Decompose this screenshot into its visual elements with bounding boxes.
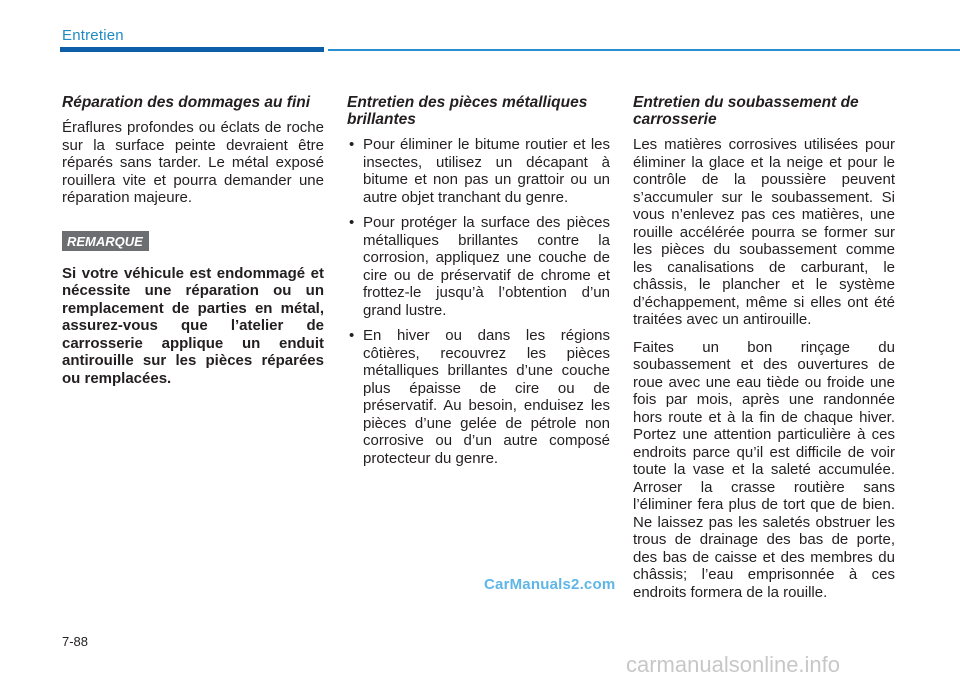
left-column [62, 94, 324, 387]
right-heading: Entretien du soubassement de carrosserie [633, 94, 859, 128]
watermark-bottom: carmanualsonline.info [626, 652, 841, 677]
section-title: Entretien [62, 27, 124, 44]
left-heading: Réparation des dommages au fini [62, 94, 311, 111]
right-paragraph-1: Les matières corrosives utilisées pour éliminer la glace et la neige et pour le contrôle de la poussière peuvent s’accumuler sur le soubassement. Si vous n’enlevez pas ces matières, une rouille accélérée pourra se former sur les pièces du soubassement comme les canalisations de carburant, le châssis, le plancher et le système d’échappement, même si elles ont été traitées avec un antirouille. [633, 136, 895, 328]
bullet-text: Pour protéger la surface des pièces métalliques brillantes contre la corrosion, appliquez une couche de cire ou de préservatif de chrome et frottez-le jusqu’à l’obtention d’un grand lustre. [363, 214, 610, 319]
header-rule-dark [60, 47, 324, 52]
bullet-text: En hiver ou dans les régions côtières, recouvrez les pièces métalliques brillantes d’une couche plus épaisse de cire ou de préservatif. Au besoin, enduisez les pièces d’une gelée de pétrole non corrosive ou d’un autre composé protecteur du genre. [363, 327, 610, 467]
bullet-list [347, 136, 610, 467]
bullet-text: Pour éliminer le bitume routier et les insectes, utilisez un décapant à bitume et non pas un grattoir ou un autre objet tranchant du genre. [363, 136, 610, 206]
left-paragraph: Éraflures profondes ou éclats de roche sur la surface peinte devraient être réparés sans tarder. Le métal exposé rouillera vite et pourra demander une réparation majeure. [62, 119, 324, 206]
middle-column [347, 94, 610, 475]
header-rule-light [328, 49, 960, 51]
right-column [633, 94, 895, 611]
watermark-site: CarManuals2.com [484, 576, 616, 593]
middle-heading: Entretien des pièces métalliques brillantes [347, 94, 588, 128]
note-badge: REMARQUE [62, 231, 149, 251]
note-text: Si votre véhicule est endommagé et nécessite une réparation ou un remplacement de parties en métal, assurez-vous que l’atelier de carrosserie applique un enduit antirouille sur les pièces réparées ou remplacées. [62, 264, 324, 387]
right-paragraph-2: Faites un bon rinçage du soubassement et des ouvertures de roue avec une eau tiède ou froide une fois par mois, après une randonnée hors route et à la fin de chaque hiver. Portez une attention particulière à ces endroits parce qu’il est difficile de voir toute la vase et la saleté accumulée. Arroser la crasse routière sans l’éliminer fera plus de tort que de bien. Ne laissez pas les saletés obstruer les trous de drainage des bas de porte, des bas de caisse et des membres du châssis; l’eau emprisonnée à ces endroits formera de la rouille. [633, 338, 895, 601]
page-number: 7-88 [62, 634, 89, 649]
bullet-item [347, 327, 610, 467]
bullet-item [347, 214, 610, 319]
bullet-dot-icon: • [349, 327, 355, 344]
bullet-dot-icon: • [349, 214, 355, 231]
bullet-dot-icon: • [349, 136, 355, 153]
bullet-item [347, 136, 610, 206]
